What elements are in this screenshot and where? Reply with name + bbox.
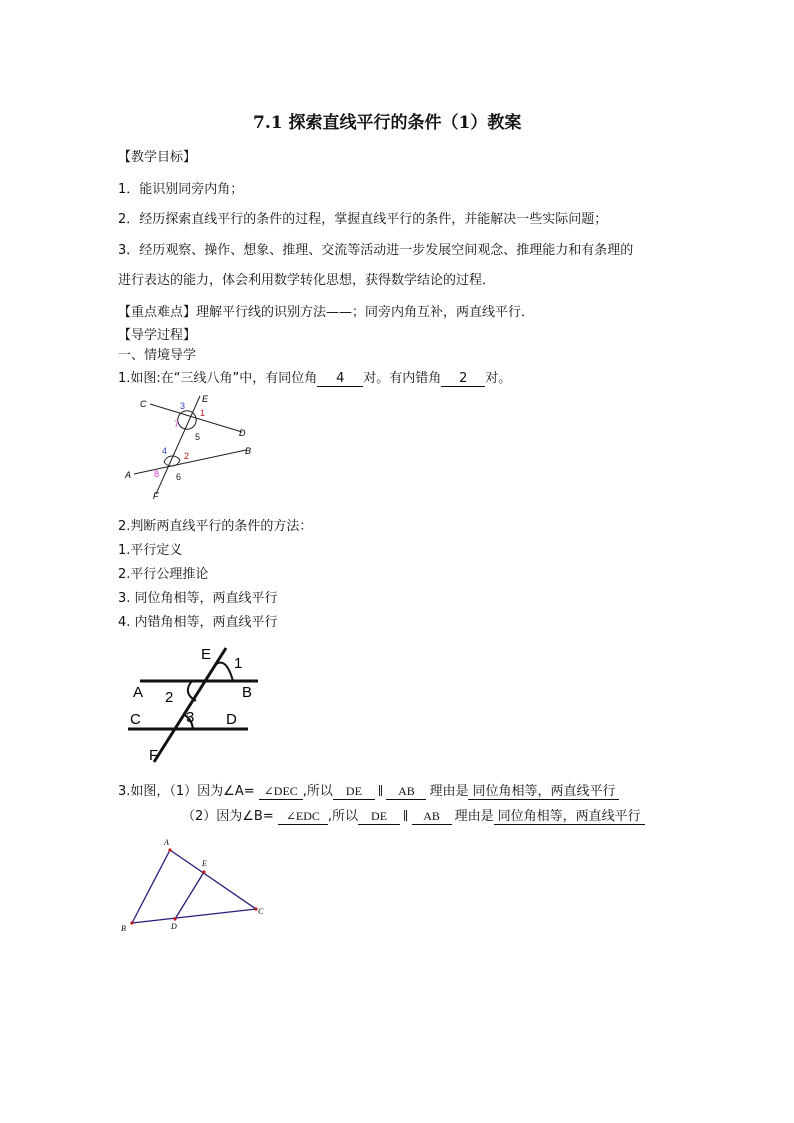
q3-2-line-answer-1: DE	[358, 809, 400, 825]
angle-arc-upper	[178, 411, 196, 429]
fig2-label-f: F	[149, 747, 159, 764]
point-a	[168, 848, 171, 851]
fig3-label-d: D	[171, 922, 177, 931]
q3-1-reason: 同位角相等，两直线平行	[468, 784, 619, 800]
q3-1-line-answer-2: AB	[386, 784, 426, 800]
condition-4: 4. 内错角相等，两直线平行	[118, 615, 278, 630]
goal-item-2: 2．经历探索直线平行的条件的过程，掌握直线平行的条件，并能解决一些实际问题；	[118, 212, 608, 227]
fig2-label-d: D	[226, 711, 237, 728]
angle-5: 5	[195, 432, 201, 442]
q3-2-parallel-sign: ∥	[403, 809, 409, 823]
q3-2-reason-label: 理由是	[454, 809, 494, 824]
process-heading: 【导学过程】	[118, 328, 197, 343]
goals-heading: 【教学目标】	[118, 150, 197, 165]
q1-prefix: 1.如图:在“三线八角”中，有同位角	[118, 371, 318, 386]
fig2-label-e: E	[201, 646, 212, 663]
angle-8: 8	[154, 469, 160, 479]
label-a: A	[125, 470, 132, 480]
question-1	[118, 367, 511, 387]
point-d	[173, 917, 176, 920]
segment-de	[175, 872, 204, 919]
q3-2-line-answer-2: AB	[412, 809, 452, 825]
q3-1-mid: ,所以	[302, 784, 333, 799]
fig2-label-a: A	[133, 684, 144, 701]
page-title: 7.1 探索直线平行的条件（1）教案	[253, 113, 522, 133]
side-ca	[170, 850, 256, 909]
key-point-heading: 【重点难点】	[118, 305, 197, 320]
fig2-label-c: C	[130, 711, 141, 728]
q3-2-angle-answer: ∠EDC	[278, 809, 328, 825]
condition-3: 3. 同位角相等，两直线平行	[118, 591, 278, 606]
goal-item-1: 1．能识别同旁内角；	[118, 182, 244, 197]
q3-1-prefix: 3.如图，（1）因为∠A=	[118, 784, 255, 799]
condition-2: 2.平行公理推论	[118, 567, 209, 582]
fig2-label-2: 2	[165, 689, 174, 706]
key-point	[118, 301, 534, 320]
fig2-label-3: 3	[186, 709, 195, 726]
angle-7: 7	[174, 419, 180, 429]
q1-suffix: 对。	[485, 371, 512, 386]
q3-1-angle-answer: ∠DEC	[259, 784, 303, 800]
angle-3: 3	[180, 401, 186, 411]
q3-2-prefix: （2）因为∠B=	[182, 809, 274, 824]
q3-2-mid: ,所以	[327, 809, 359, 824]
label-d: D	[239, 428, 246, 438]
angle-1-arc	[215, 663, 233, 681]
q1-answer-2: 2	[441, 371, 485, 387]
fig3-label-b: B	[121, 924, 126, 933]
fig2-label-b: B	[242, 684, 253, 701]
goal-item-3-cont: 进行表达的能力，体会利用数学转化思想，获得数学结论的过程．	[118, 273, 496, 288]
side-ab	[132, 850, 170, 923]
point-e	[202, 870, 205, 873]
line-ab	[134, 450, 246, 474]
angle-1: 1	[200, 408, 206, 418]
fig3-label-e: E	[202, 859, 207, 868]
angle-2: 2	[184, 451, 190, 461]
question-2-intro: 2.判断两直线平行的条件的方法：	[118, 519, 313, 534]
key-point-text: 理解平行线的识别方法——；同旁内角互补，两直线平行．	[196, 305, 535, 320]
q1-mid: 对。有内错角	[363, 371, 442, 386]
label-f: F	[153, 491, 159, 501]
q1-answer-1: 4	[317, 371, 363, 387]
fig3-label-a: A	[164, 838, 169, 847]
angle-6: 6	[176, 472, 182, 482]
side-bc	[132, 909, 256, 923]
condition-1: 1.平行定义	[118, 543, 183, 558]
figure-triangle	[118, 835, 273, 935]
q3-1-parallel-sign: ∥	[377, 784, 384, 798]
figure-three-lines-eight-angles	[118, 390, 268, 502]
question-3-line-1	[118, 780, 619, 800]
label-c: C	[140, 399, 147, 409]
label-b: B	[245, 446, 252, 456]
point-b	[130, 921, 133, 924]
fig2-label-1: 1	[234, 655, 243, 672]
goal-item-3: 3．经历观察、操作、想象、推理、交流等活动进一步发展空间观念、推理能力和有条理的	[118, 243, 634, 258]
q3-1-line-answer-1: DE	[333, 784, 375, 800]
label-e: E	[202, 394, 209, 404]
angle-4: 4	[162, 446, 168, 456]
figure-parallel-lines-transversal	[126, 640, 266, 766]
fig3-label-c: C	[258, 907, 264, 916]
question-3-line-2	[182, 805, 645, 825]
q3-1-reason-label: 理由是	[429, 784, 469, 799]
q3-2-reason: 同位角相等，两直线平行	[494, 809, 645, 825]
section-heading: 一、情境导学	[118, 348, 197, 363]
